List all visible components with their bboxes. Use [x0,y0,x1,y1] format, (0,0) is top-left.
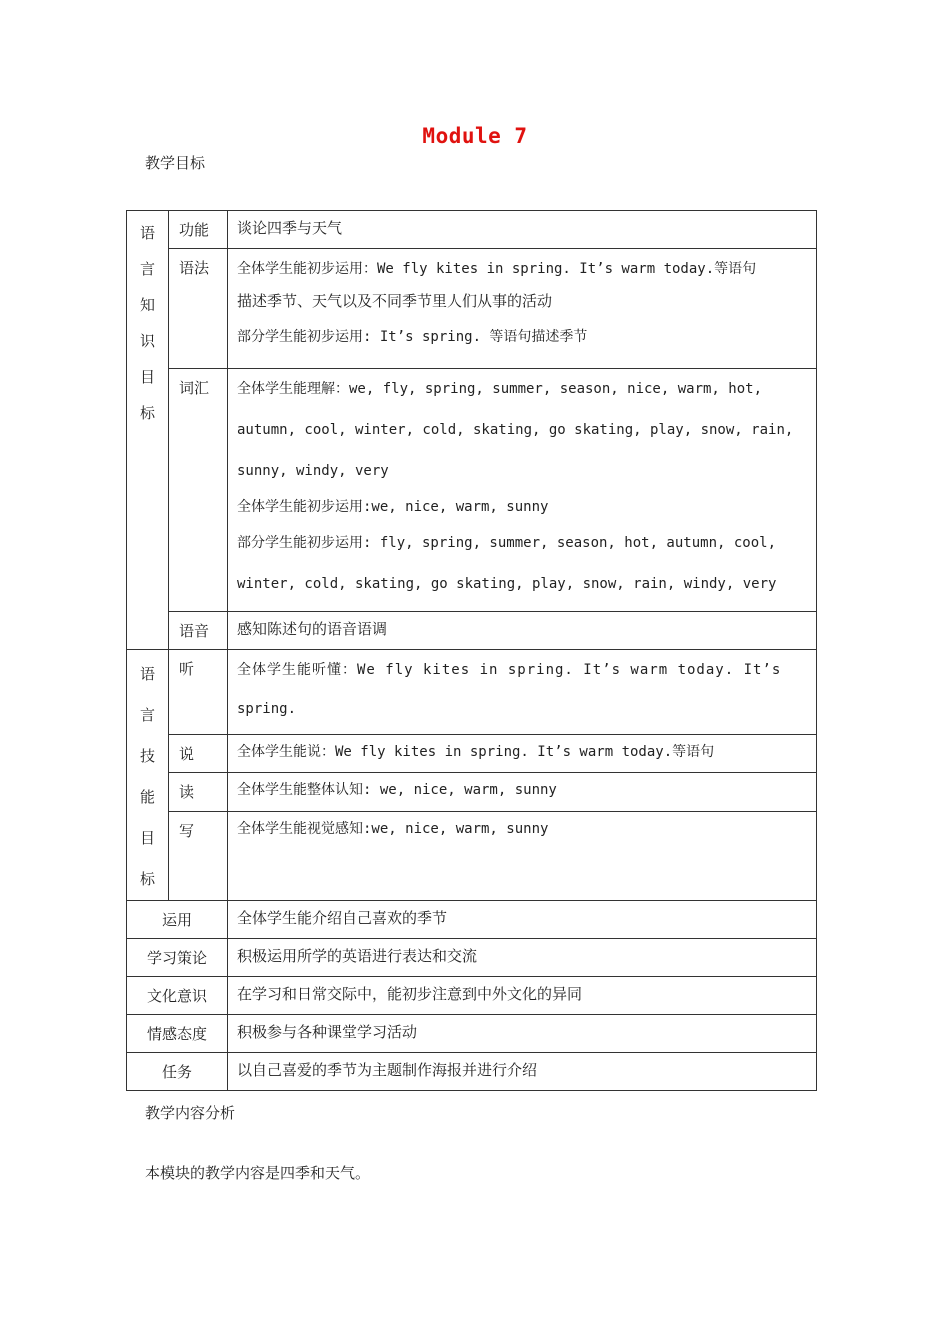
row-label-application: 运用 [127,901,228,939]
row-text-grammar: 全体学生能初步运用：We fly kites in spring. It’s warm today.等语句 描述季节、天气以及不同季节里人们从事的活动 部分学生能初步运用: It’s spring. 等语句描述季节 [228,249,817,369]
row-label-task: 任务 [127,1053,228,1091]
row-text-phonetics: 感知陈述句的语音语调 [228,612,817,650]
objectives-table [126,210,817,1091]
row-label-listening: 听 [169,650,228,735]
page-title: Module 7 [422,124,528,148]
row-text-reading: 全体学生能整体认知: we, nice, warm, sunny [228,773,817,811]
row-label-speaking: 说 [169,735,228,773]
row-label-reading: 读 [169,773,228,811]
row-label-strategy: 学习策论 [127,939,228,977]
row-text-task: 以自己喜爱的季节为主题制作海报并进行介绍 [228,1053,817,1091]
row-label-vocabulary: 词汇 [169,369,228,612]
row-label-emotion: 情感态度 [127,1015,228,1053]
group-label-language-knowledge: 语 言 知 识 目 标 [127,211,169,650]
row-label-grammar: 语法 [169,249,228,369]
row-label-culture: 文化意识 [127,977,228,1015]
row-text-speaking: 全体学生能说：We fly kites in spring. It’s warm today.等语句 [228,735,817,773]
section-heading-objectives: 教学目标 [145,154,206,172]
row-text-culture: 在学习和日常交际中，能初步注意到中外文化的异同 [228,977,817,1015]
section-heading-content-analysis: 教学内容分析 [145,1104,236,1122]
row-text-emotion: 积极参与各种课堂学习活动 [228,1015,817,1053]
row-text-function: 谈论四季与天气 [228,211,817,249]
row-text-strategy: 积极运用所学的英语进行表达和交流 [228,939,817,977]
body-paragraph: 本模块的教学内容是四季和天气。 [145,1164,371,1182]
row-text-writing: 全体学生能视觉感知:we, nice, warm, sunny [228,811,817,900]
row-label-writing: 写 [169,811,228,900]
group-label-language-skills: 语 言 技 能 目 标 [127,650,169,901]
row-label-phonetics: 语音 [169,612,228,650]
row-text-vocabulary: 全体学生能理解：we, fly, spring, summer, season, nice, warm, hot, autumn, cool, winter, cold, skating, go skating, play, snow, rain, sunny, windy, very 全体学生能初步运用:we, nice, warm, sunny 部分学生能初步运用: fly, spring, summer, season, hot, autumn, cool, winter, cold, skating, go skating, play, snow, rain, windy, very [228,369,817,612]
row-label-function: 功能 [169,211,228,249]
row-text-listening: 全体学生能听懂：We fly kites in spring. It’s warm today. It’s spring. [228,650,817,735]
row-text-application: 全体学生能介绍自己喜欢的季节 [228,901,817,939]
